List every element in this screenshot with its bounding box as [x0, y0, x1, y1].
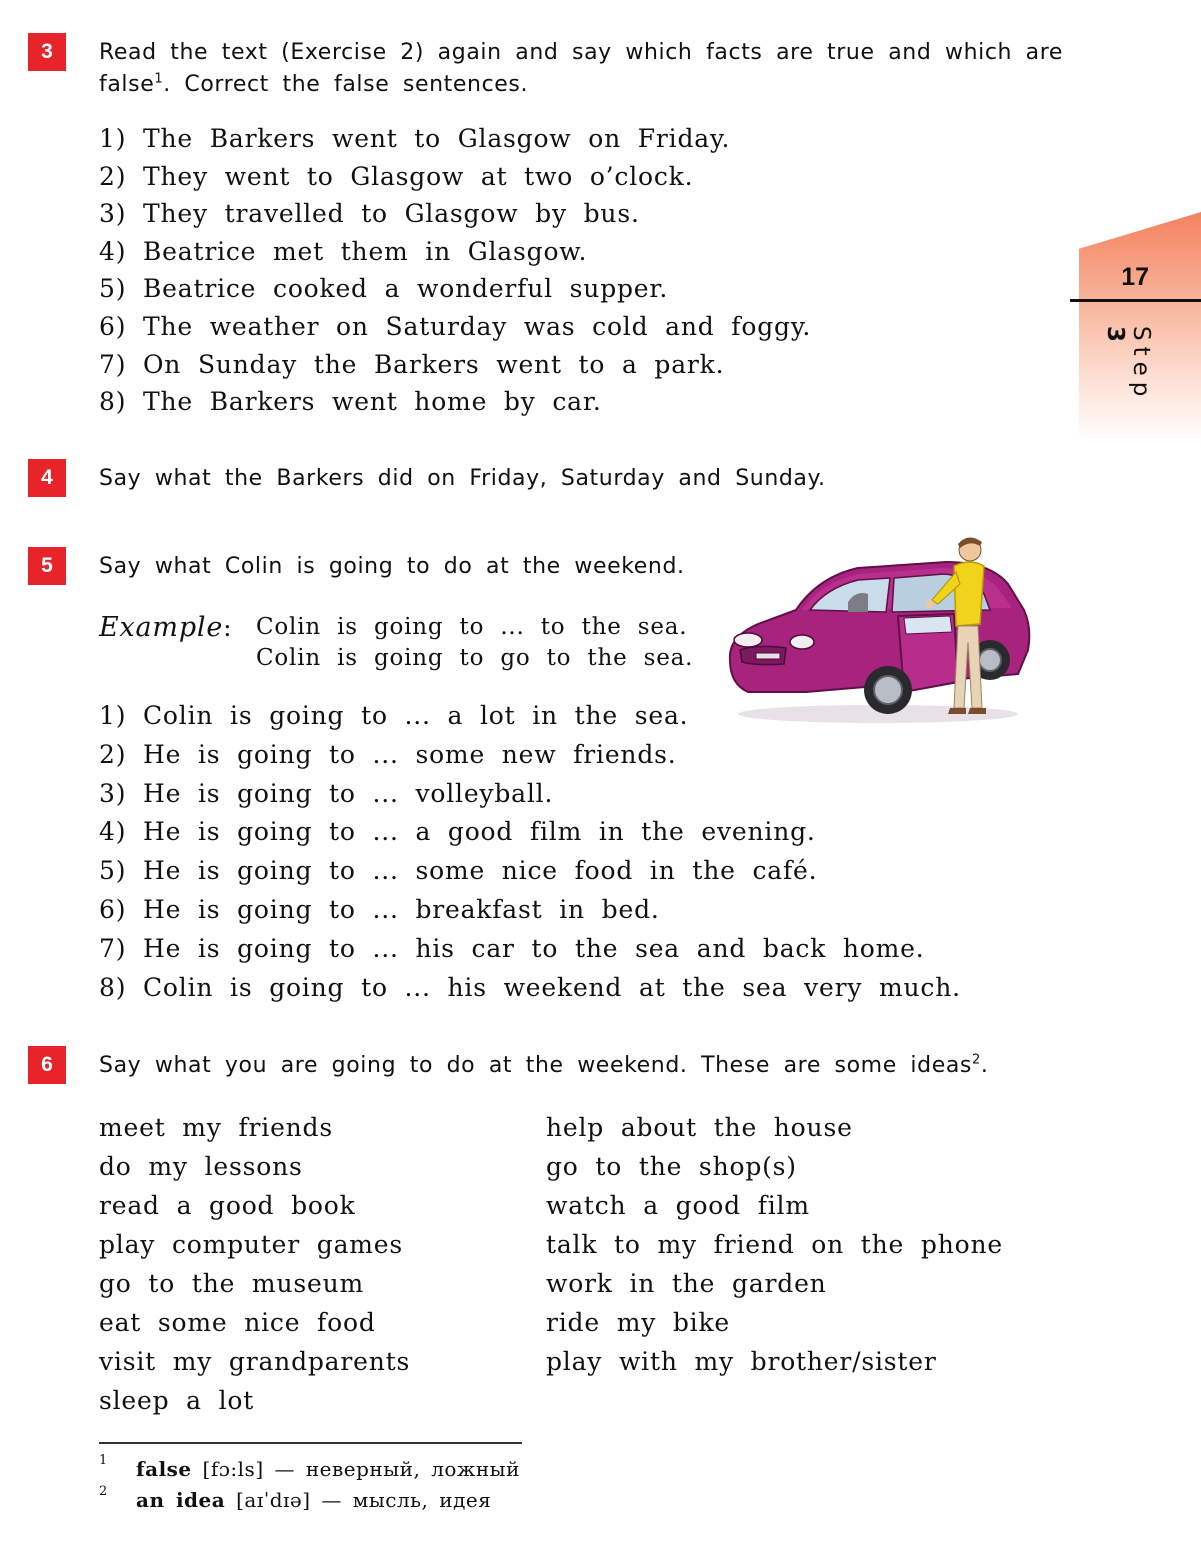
list-item: 4) He is going to ... a good film in the evening. [99, 817, 816, 847]
list-item: go to the shop(s) [546, 1152, 797, 1181]
footnote-translation: неверный, ложный [305, 1457, 520, 1481]
list-item: 2) They went to Glasgow at two o’clock. [99, 161, 694, 191]
list-item: watch a good film [546, 1191, 810, 1220]
footnote-ref-2: 2 [971, 1052, 981, 1068]
exercise-6-badge: 6 [28, 1046, 66, 1084]
list-item: 6) The weather on Saturday was cold and foggy. [99, 311, 812, 341]
example-label: Example [99, 612, 224, 643]
list-item: eat some nice food [99, 1308, 376, 1337]
list-item: 2) He is going to ... some new friends. [99, 739, 677, 769]
exercise-3-badge: 3 [28, 33, 66, 71]
footnote-divider [99, 1442, 522, 1444]
exercise-3-instruction [99, 37, 1063, 101]
list-item: 8) The Barkers went home by car. [99, 387, 602, 417]
list-item: visit my grandparents [99, 1347, 411, 1376]
exercise-5-example: Example: Colin is going to ... to the sea. Colin is going to go to the sea. [99, 612, 232, 674]
list-item: work in the garden [546, 1269, 827, 1298]
tab-divider [1070, 299, 1201, 302]
list-item: 1) Colin is going to ... a lot in the sea. [99, 701, 689, 730]
footnote-word: an idea [136, 1488, 226, 1512]
exercise-5-instruction: Say what Colin is going to do at the weekend. [99, 554, 685, 579]
step-label [1102, 326, 1154, 436]
list-item: 3) He is going to ... volleyball. [99, 778, 554, 808]
list-item: 1) The Barkers went to Glasgow on Friday. [99, 124, 731, 153]
footnote-translation: мысль, идея [352, 1488, 492, 1512]
list-item: sleep a lot [99, 1386, 255, 1415]
footnote-number: 1 [99, 1453, 108, 1468]
list-item: 6) He is going to ... breakfast in bed. [99, 894, 660, 924]
step-word: Step [1128, 326, 1154, 403]
list-item: 4) Beatrice met them in Glasgow. [99, 236, 588, 266]
exercise-5-list [99, 697, 961, 1007]
step-number: 3 [1102, 326, 1128, 349]
exercise-4-instruction: Say what the Barkers did on Friday, Saturday and Sunday. [99, 466, 826, 491]
list-item: 7) On Sunday the Barkers went to a park. [99, 349, 725, 379]
ideas-right-column [546, 1108, 1003, 1381]
footnote-transcription: [fɔ:ls] [202, 1457, 264, 1481]
list-item: go to the museum [99, 1269, 364, 1298]
list-item: help about the house [546, 1113, 853, 1142]
exercise-3-instruction-line1: Read the text (Exercise 2) again and say which facts are true and which are [99, 40, 1064, 65]
footnote-word: false [136, 1457, 192, 1481]
exercise-5-badge: 5 [28, 547, 66, 585]
list-item: do my lessons [99, 1152, 303, 1181]
list-item: 5) Beatrice cooked a wonderful supper. [99, 274, 669, 304]
list-item: 3) They travelled to Glasgow by bus. [99, 199, 640, 229]
list-item: play computer games [99, 1230, 404, 1259]
exercise-3-list [99, 120, 811, 421]
list-item: 5) He is going to ... some nice food in the café. [99, 856, 818, 886]
ideas-left-column [99, 1108, 410, 1420]
footnote-ref-1: 1 [154, 71, 164, 87]
exercise-4-badge: 4 [28, 459, 66, 497]
footnote-transcription: [aɪˈdɪə] [236, 1488, 311, 1512]
list-item: meet my friends [99, 1113, 333, 1142]
footnote-number: 2 [99, 1484, 108, 1499]
list-item: 8) Colin is going to ... his weekend at the sea very much. [99, 972, 961, 1002]
list-item: ride my bike [546, 1308, 731, 1337]
example-line-1: Colin is going to ... to the sea. [256, 614, 688, 640]
example-line-2: Colin is going to go to the sea. [256, 645, 694, 671]
page-number: 17 [1121, 263, 1149, 291]
list-item: read a good book [99, 1191, 356, 1220]
list-item: talk to my friend on the phone [546, 1230, 1003, 1259]
car-illustration [718, 532, 1034, 728]
exercise-3-instruction-line2: false$^1$. Correct the false sentences. [99, 71, 529, 97]
list-item: 7) He is going to ... his car to the sea and back home. [99, 933, 925, 963]
list-item: play with my brother/sister [546, 1347, 937, 1376]
exercise-6-instruction: Say what you are going to do at the weekend. These are some ideas$^2$. [99, 1052, 989, 1078]
